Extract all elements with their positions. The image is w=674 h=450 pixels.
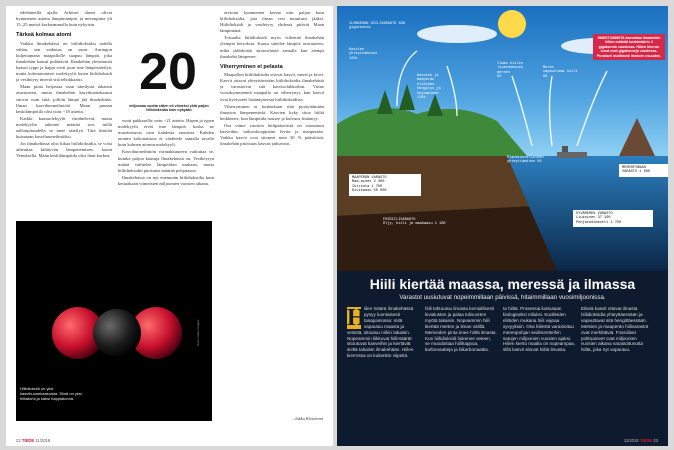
label-ocean-absorption: Ilman hiilen liukeneminen mereen 92 (497, 62, 523, 80)
label-plankton: Planktonseliöiden yhteyttäminen 50 (507, 156, 544, 165)
label-soil-respiration: Kasvien ja maaperän eliöiden hengitys ja hajoaminen 119± (417, 74, 441, 101)
paragraph: Osa viime vuosien hiilipäästöistä on sitoutunut kasveihin, mikroskooppisiin leviin ja maaperään. Vaikka kasvit ovat sitoneet noin 30 % päästöistä, ilmakehän pitoisuus kasvaa jatkuvasti. (220, 122, 324, 147)
article-column-2 (425, 306, 497, 424)
paragraph: iilen määrä ilmakehässä pysyy luontaisesti tasapainossa: mitä vapautuu maasta ja vesistä, sitoutuu niihin takaisin. Nopeammin liikkuvat hiilimäärät sitoutuvat kasveihin ja kiertävät sieltä takaisin ilmakehään. Hiilen kierrossa on kuitenkin viipeitä. (347, 306, 414, 359)
page-footer (624, 438, 658, 443)
magazine-name: TIEDE (639, 438, 653, 443)
page-footer (16, 438, 50, 443)
big-number: 20 (139, 43, 197, 101)
paragraph: hiili tahtoutuu ilmasta kemiallisesti kivialusten ja palaa tulivuorten myötä takaisin. Nopeammin hiili kiertää merten ja ilman välillä. Meriveden pinta imee hiiltä ilmasta. Kun hiilidioksidi liukenee veteen, se muodostaa hiilihappoa, karbonaatteja ja bikarbonaattia. (425, 306, 497, 353)
label-deep-ocean-store: SYVÄMEREN VARASTO Liukoinen 37 100 Pohjasedimentti 1 750 (573, 210, 653, 227)
label-plant-photosynthesis: Kasvien yhteyttäminen 120± (349, 48, 378, 61)
issue-number: 11/2018 (35, 438, 51, 443)
photo-credit: Kuva: Getty Images (196, 319, 200, 346)
paragraph: Viherryminen ei kuitenkaan riitä pysäyttämään ilmaston lämpenemistä. Kasvien kyky sitoa hiiltä heikkenee, kun lämpötila nousee ja kuivuus lisääntyy. (220, 103, 324, 121)
label-soil-store: MAAPERÄN VARASTO Maa-aines 2 300 Ikirouta 1 700 Kivikaasu 50 000 (349, 174, 421, 196)
magazine-name: TIEDE (21, 438, 35, 443)
paragraph: edeltäneillä ajalla. Arktiset alueet olivat kymmenen astetta lämpimämpiä, ja merenpinta yli 15–25 metriä korkeammalla kuin nykyisin. (16, 10, 112, 28)
photo-caption: Hiilidioksidi on yksi kasvihuonekaasuista. Siinä on yksi hiiliatomi ja kaksi happiatomia. (20, 386, 82, 401)
paragraph: Ilmakehässä on nyt enemmän hiilidioksidia kuin kertaakaan viimeisten miljoonien vuosien aikana. (118, 174, 214, 186)
paragraph: Kaikki kaasuolekyylit värähtelevät, mutta molekyylin rakenne määrää sen, millä aallonpituudella se imee säteilyä. Tätä ilmiötä kutsutaan kasvihuoneilmiöksi. (16, 115, 112, 140)
page-number: 23 (653, 438, 658, 443)
section-heading: Tärkeä kolmas atomi (16, 32, 72, 39)
section-heading: Viherryminen ei pelasta (220, 63, 283, 70)
article-column-4 (581, 306, 653, 424)
author-signoff: –Jukka Kiviniemi (292, 416, 323, 421)
paragraph: arvioitu kymmenen kertaa niin paljon kuin hiilidioksidia, jota ilman vesi muuttuisi jääksi. Hiilidioksidi ja vesihöyry yhdessä pitävät Maan lämpimänä. (220, 10, 324, 34)
article-subheading: Varastot uusiutuvat nopeimmillaan päivissä, hitaimmillaan vuosimiljoonissa. (399, 294, 606, 301)
paragraph: vuoti pakkasella: noin −21 astetta. Hapen ja typen molekyylit eivät ime lämpöä, koska ne muodostuvat vain kahdesta atomista. Kahden atomin kokonaisuus ei värähtele samalla tavalla kuin kolmen atomin molekyyli. (118, 118, 214, 148)
right-page (337, 6, 668, 446)
label-human-activity: IHMISTOIMINTA kasvattaa ilmakehän hiilen määrää keskimäärin 4 gigatonnia vuodessa. Hiilen kierron luvut ovat gigatonneja vuodessa. Punaiset osoittavat ihmisen osuuden. (593, 34, 665, 60)
page-number: 22 (16, 438, 21, 443)
paragraph: Kasvihuoneilmiön voimakkuuteen vaikuttaa se, kuinka paljon kaasuja ilmakehässä on. Vesihöyryn määrä vaihtelee lämpötilan mukaan, mutta hiilidioksidin pitoisuus määrää pohjatason. (118, 149, 214, 173)
text-column-3 (220, 10, 324, 425)
paragraph: Maapallon hiilidioksidia sitovat kasvit, meret ja kivet. Kasvit ottavat yhteyttäessään hiilidioksidia ilmakehästä ja varastoivat sitä kasvisolukkoihin. Viime vuosikymmeninä maapallo on viherrynyt, kun kasvit ovat hyötyneet lisääntyneestä hiilidioksidista. (220, 72, 324, 102)
article-column-3 (503, 306, 575, 424)
text-column-2 (118, 118, 214, 218)
paragraph: Eläviä kasvit ottavat ilmasta hiilidioksidia yhteyttäessään ja vapauttavat sitä hengittäessään. Metsien ja maaperän hiilivarastot ovat merkittäviä. Fossiiliset polttoaineet ovat miljoonien vuosien aikana varastoitunutta hiiltä, joka nyt vapautuu. (581, 306, 649, 353)
big-number-caption: miljoonaa vuotta sitten oli viimeksi yhtä paljon hiilidioksidia kuin nykyään (129, 104, 209, 113)
drop-cap: H (347, 306, 366, 331)
article-headline: Hiili kiertää maassa, meressä ja ilmassa (369, 276, 636, 292)
left-page (6, 6, 333, 446)
label-atmosphere-store: ILMAKEHÄN HIILIVARASTO 830 gigatonnia (349, 22, 406, 31)
paragraph: Maan pinta heijastaa osan säteilystä takaisin avaruuteen, mutta ilmakehän kasvihuonekaasut sitovat osan siitä, jolloin lämpö jää ilmakehään. Ilman kasvihuoneilmiötä Maan pinnan keskilämpötila olisi noin −18 astetta. (16, 84, 112, 114)
issue-number: 11/2018 (623, 438, 639, 443)
cloud-icon (417, 25, 497, 43)
label-surface-ocean-store: MERENPINNAN VARASTO 1 000 (619, 164, 668, 177)
sun-icon (498, 10, 526, 38)
paragraph: Toisaalta hiilidioksidi myös viilentää ilmakehän ylempiä kerroksia. Kaasu säteilee lämpöä avaruuteen, mikä jäähdyttää stratosfääriä samalla kun alempi ilmakehä lämpenee. (220, 35, 324, 59)
paragraph: Jos ilmakehässä olisi liikaa hiilidioksidia, se voisi aiheuttaa kiihtyvän lämpenemisen, kuten Venuksella. Maan keskilämpötila olisi liian korkea. (16, 141, 112, 159)
paragraph: ta hiiltä. Prosessia kutsutaan biologiseksi niiluksi. Kuolleiden eliöiden mukana hiili vajoaa syvyyksiin. Osa hiilestä varastoituu merenpohjan sedimentteihin satojen miljoonien vuosien ajaksi. Hiilen kierto maalla on nopeampaa, sillä kasvit sitovat hiiltä ilmasta. (503, 306, 575, 353)
label-fossil-store: FOSSIILIVARASTO Öljy, hiili ja maakaasu 1 100 (383, 218, 446, 227)
article-column-1 (347, 306, 419, 424)
label-ocean-release: Meren vapauttama hiili 90 (543, 66, 578, 79)
paragraph: Vaikka ilmakehässä on hiilidioksidia todella vähän, sen vaikutus on suuri. Auringon kuljettamana maapallolle saapuu lämpöä, joka ilmakehän kaasut pidättävät. Ilmakehän yleisimmät kaasut typpi ja happi eivät juuri ime lämpösäteilyä, mutta kolmiatomiset molekyylit kuten hiilidioksidi ja vesihöyry imevät sitä tehokkaasti. (16, 40, 112, 83)
